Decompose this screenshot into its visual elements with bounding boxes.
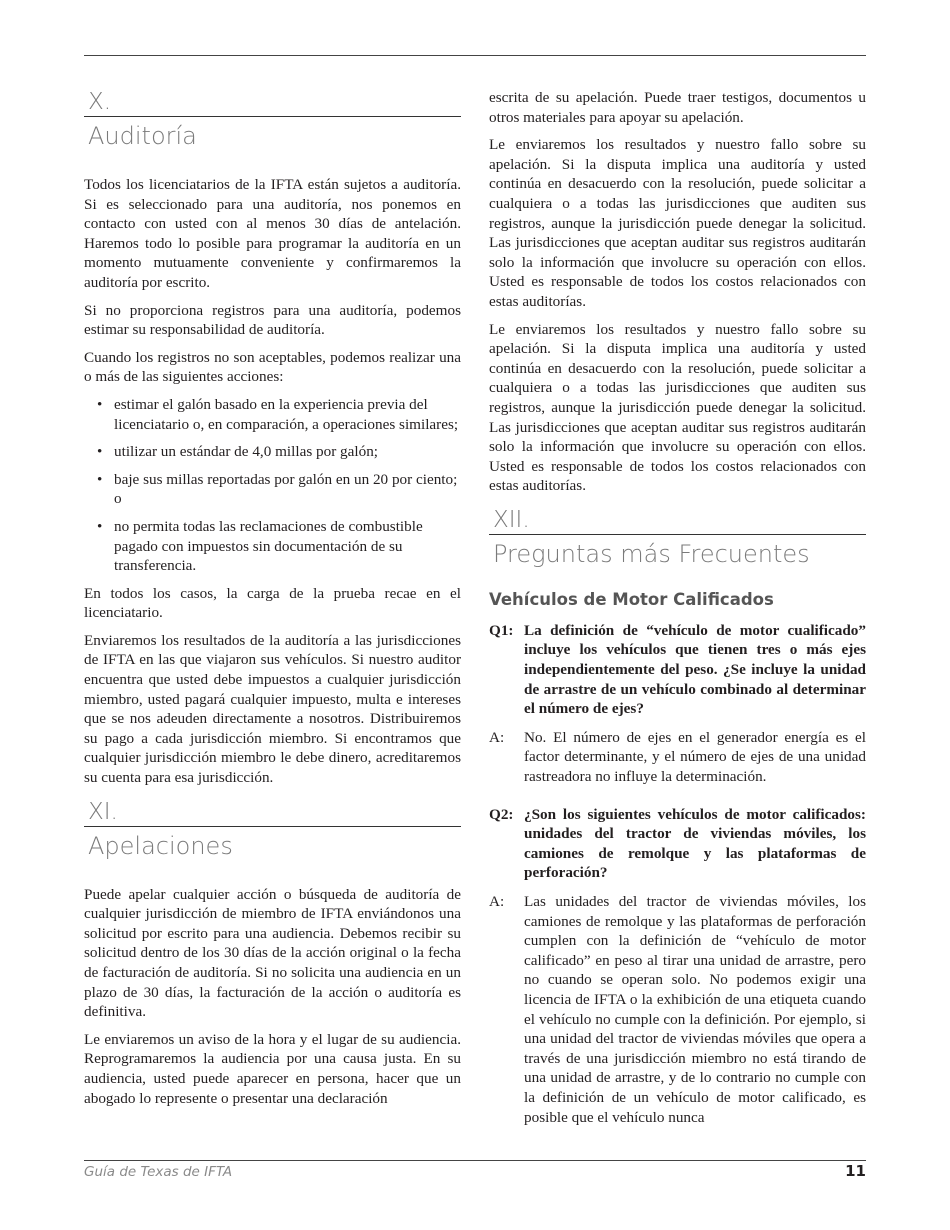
paragraph: Le enviaremos los resultados y nuestro fallo sobre su apelación. Si la disputa implica una auditoría y usted continúa en desacuerdo con la resolución, puede solicitar a cualquiera o a todas las jurisdicciones que auditen sus registros, aunque la jurisdicción puede denegar la solicitud. Las jurisdicciones que aceptan auditar sus registros auditarán solo la información que involucre su operación con ellos. Usted es responsable de todos los costos relacionados con estas auditorías. <box>489 320 866 495</box>
answer <box>489 892 866 1127</box>
list-item: • estimar el galón basado en la experiencia previa del licenciatario o, en comparación, a operaciones similares; <box>114 395 461 434</box>
answer-label: A: <box>489 728 505 746</box>
section-number: X. <box>84 88 461 117</box>
paragraph: Puede apelar cualquier acción o búsqueda de auditoría de cualquier jurisdicción de miembro de IFTA enviándonos una solicitud por escrito para una audiencia. Debemos recibir su solicitud dentro de los 30 días de la acción original o la fecha de facturación de auditoría. Si no solicita una audiencia en un plazo de 30 días, la facturación de la acción o auditoría es definitiva. <box>84 885 461 1021</box>
question-label: Q1: <box>489 621 514 639</box>
section-title: Preguntas más Frecuentes <box>493 539 810 568</box>
list-item: • no permita todas las reclamaciones de combustible pagado con impuestos sin documentación de su transferencia. <box>114 517 461 576</box>
paragraph: escrita de su apelación. Puede traer testigos, documentos u otros materiales para apoyar su apelación. <box>489 89 866 126</box>
list-item: • utilizar un estándar de 4,0 millas por galón; <box>114 442 461 462</box>
section-title: Auditoría <box>88 122 197 150</box>
page-number: 11 <box>845 1162 866 1180</box>
right-column <box>489 88 866 1136</box>
answer-text: Las unidades del tractor de viviendas móviles, los camiones de remolque y las plataformas de perforación cumplen con la definición de “vehículo de motor calificado” en peso al tirar una unidad de arrastre, pero no cuando se operan solo. No podemos exigir una licencia de IFTA o la exhibición de una etiqueta cuando el vehículo no cumple con la definición. Por ejemplo, si una unidad del tractor de viviendas móviles que opera a través de una jurisdicción miembro no está tirando de una unidad de arrastre, y de lo contrario no cumple con la definición de un vehículo de motor calificado, es posible que el vehículo nunca <box>524 893 866 1126</box>
section-number: XI. <box>84 798 461 827</box>
answer-text: No. El número de ejes en el generador energía es el factor determinante, y el número de ejes de una unidad rastreadora no influye la determinación. <box>524 728 866 786</box>
footer-rule <box>84 1160 866 1161</box>
top-rule <box>84 55 866 56</box>
paragraph: Enviaremos los resultados de la auditoría a las jurisdicciones de IFTA en las que viajaron sus vehículos. Si nuestro auditor encuentra que usted debe impuestos a cualquier jurisdicción miembro, usted pagará cualquier impuesto, multa e intereses que se nos adeuden directamente a nosotros. Distribuiremos su pago a cada jurisdicción miembro. Si encontramos que cualquier jurisdicción miembro le debe dinero, acreditaremos su cuenta para esa jurisdicción. <box>84 631 461 787</box>
paragraph: Todos los licenciatarios de la IFTA están sujetos a auditoría. Si es seleccionado para una auditoría, nos ponemos en contacto con usted con al menos 30 días de antelación. Haremos todo lo posible para programar la auditoría en un momento mutuamente conveniente y confirmaremos la auditoría por escrito. <box>84 176 461 291</box>
bullet-list <box>84 395 461 576</box>
list-item: • baje sus millas reportadas por galón en un 20 por ciento; o <box>114 470 461 509</box>
paragraph: Le enviaremos los resultados y nuestro fallo sobre su apelación. Si la disputa implica una auditoría y usted continúa en desacuerdo con la resolución, puede solicitar a cualquiera o a todas las jurisdicciones que auditen sus registros, aunque la jurisdicción puede denegar la solicitud. Las jurisdicciones que aceptan auditar sus registros auditarán solo la información que involucre su operación con ellos. Usted es responsable de todos los costos relacionados con estas auditorías. <box>489 136 866 310</box>
question-label: Q2: <box>489 805 514 823</box>
section-title: Apelaciones <box>88 831 233 860</box>
question <box>489 805 866 883</box>
section-xii-heading <box>489 506 866 571</box>
question <box>489 621 866 719</box>
answer-label: A: <box>489 893 505 910</box>
paragraph: Cuando los registros no son aceptables, podemos realizar una o más de las siguientes acciones: <box>84 348 461 386</box>
section-number: XII. <box>489 506 866 535</box>
left-column <box>84 88 461 1116</box>
answer <box>489 728 866 787</box>
paragraph: Si no proporciona registros para una auditoría, podemos estimar su responsabilidad de auditoría. <box>84 301 461 339</box>
footer-title: Guía de Texas de IFTA <box>84 1164 233 1180</box>
question-text: ¿Son los siguientes vehículos de motor calificados: unidades del tractor de viviendas móviles, los camiones de remolque y las plataformas de perforación? <box>524 805 866 882</box>
paragraph: Le enviaremos un aviso de la hora y el lugar de su audiencia. Reprogramaremos la audiencia por una causa justa. En su audiencia, usted puede aparecer en persona, hacer que un abogado lo represente o presentar una declaración <box>84 1030 461 1107</box>
subsection-heading: Vehículos de Motor Calificados <box>489 589 774 609</box>
paragraph: En todos los casos, la carga de la prueba recae en el licenciatario. <box>84 584 461 622</box>
question-text: La definición de “vehículo de motor cualificado” incluye los vehículos que tienen tres o más ejes independientemente del peso. ¿Se incluye la unidad de arrastre de un vehículo combinado al determinar el número de ejes? <box>524 621 866 718</box>
section-xi-heading <box>84 798 461 863</box>
section-x-heading <box>84 88 461 153</box>
